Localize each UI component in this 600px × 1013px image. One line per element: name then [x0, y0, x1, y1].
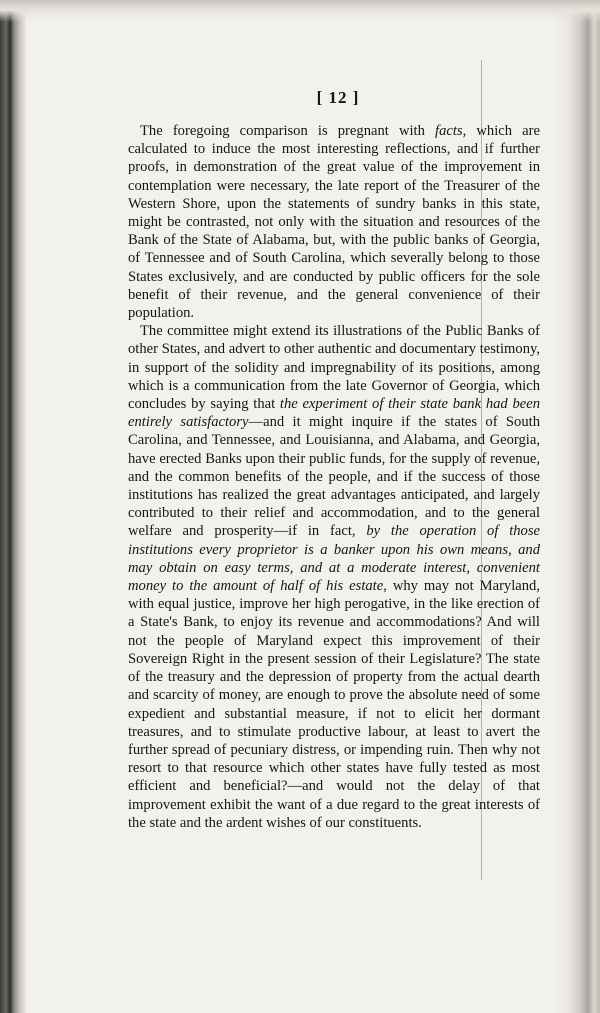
paragraph-2-text-a: The committee might extend its illustrations of the Public Banks of other States, and advert to other authentic and documentary testimony, in support of the solidity and impregnability of its positions, among which is a communication from the late Governor of Georgia, which concludes by saying that	[128, 323, 540, 413]
paragraph-2-italic-quote-2: by the operation of those institutions every proprietor is a banker upon his own means, and may obtain on easy terms, and at a moderate interest, convenient money to the amount of half of his estate	[128, 523, 540, 595]
paragraph-2-text-b: —and it might inquire if the states of South Carolina, and Tennessee, and Louisianna, and Alabama, and Georgia, have erected Banks upon their public funds, for the supply of revenue, and the common benefits of the people, and if the success of those institutions has realized the great advantages anticipated, and largely contributed to their relief and accommodation, and to the general welfare and prosperity—if in fact,	[128, 414, 540, 540]
page-content	[128, 88, 540, 832]
paragraph-1-text-a: The foregoing comparison is pregnant with	[140, 123, 436, 139]
paragraph-1	[128, 122, 540, 322]
page-edge-right	[556, 0, 600, 1013]
paragraph-2	[128, 322, 540, 832]
page-number: [ 12 ]	[316, 88, 360, 107]
page-edge-top	[0, 0, 600, 22]
paragraph-2-text-c: , why may not Maryland, with equal justice, improve her high perogative, in the like erection of a State's Bank, to enjoy its revenue and accommodations? And will not the people of Maryland expect this improvement of their Sovereign Right in the present session of their Legislature? The state of the treasury and the depression of property from the actual dearth and scarcity of money, are enough to prove the absolute need of some expedient and substantial measure, if not to elicit her dormant treasures, and to stimulate productive labour, at least to avert the further spread of pecuniary distress, or impending ruin. Then why not resort to that resource which other states have fully tested as most efficient and beneficial?—and would not the delay of that improvement exhibit the want of a due regard to the great interests of the state and the ardent wishes of our constituents.	[128, 578, 540, 831]
paragraph-1-italic-facts: facts	[435, 123, 463, 139]
paragraph-2-italic-quote-1: the experiment of their state bank had been entirely satisfactory	[128, 396, 541, 431]
book-spine-shadow	[0, 0, 26, 1013]
paragraph-1-text-b: , which are calculated to induce the most interesting reflections, and if further proofs, in demonstration of the great value of the improvement in contemplation were necessary, the late report of the Treasurer of the Western Shore, upon the statements of sundry banks in this state, might be contrasted, not only with the situation and resources of the Bank of the State of Alabama, but, with the public banks of Georgia, of Tennessee and of South Carolina, which severally belong to those States exclusively, and are conducted by public officers for the sole benefit of their revenue, and the general convenience of their population.	[128, 123, 540, 322]
